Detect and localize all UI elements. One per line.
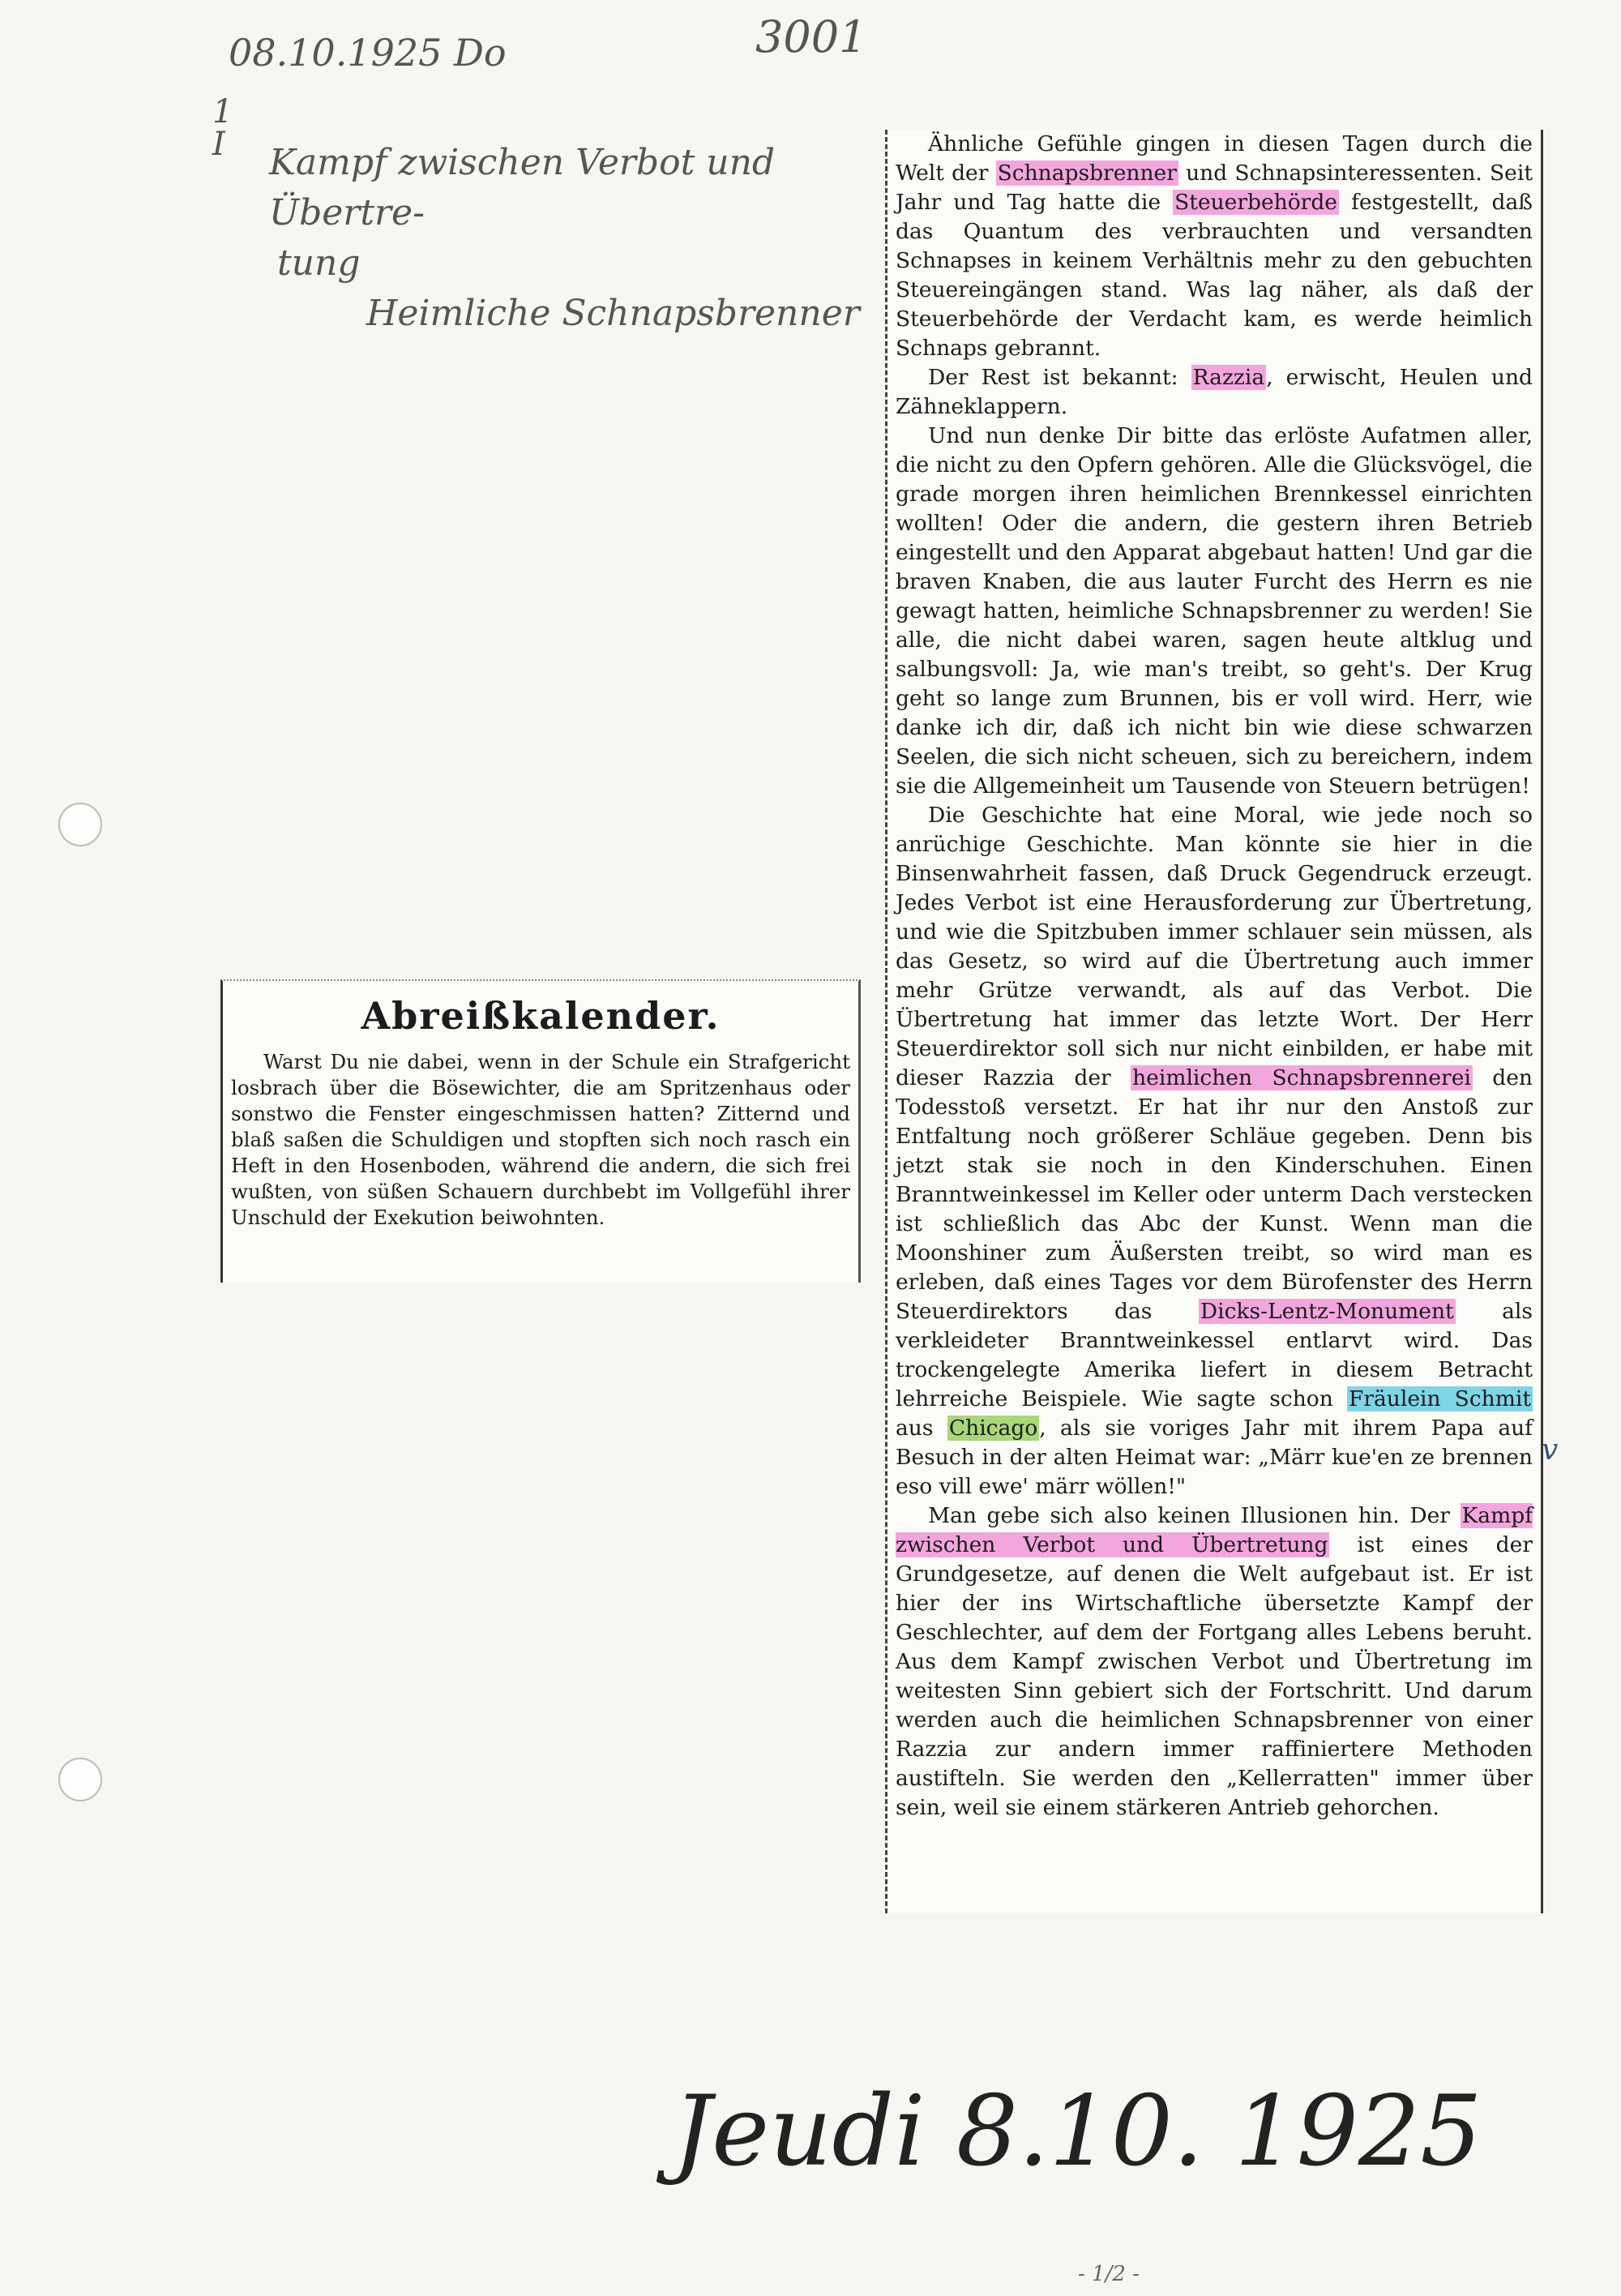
highlight-steuerbehoerde: Steuerbehörde <box>1174 190 1337 215</box>
punch-hole <box>58 803 102 846</box>
highlight-dicks-lentz-monument: Dicks-Lentz-Monument <box>1200 1299 1454 1324</box>
margin-note-line-1: Kampf zwischen Verbot und Übertre- <box>269 142 776 233</box>
punch-hole <box>58 1758 102 1801</box>
handwritten-reference-number: 3001 <box>755 11 867 62</box>
highlight-kampf-verbot-uebertretung: Kampf zwischen Verbot und Übertretung <box>896 1503 1533 1557</box>
highlight-heimliche-schnapsbrennerei: heimlichen Schnapsbrennerei <box>1132 1065 1471 1090</box>
margin-note-line-3: Heimliche Schnapsbrenner <box>366 293 860 334</box>
newspaper-clipping-article <box>885 130 1543 1913</box>
page-footer: - 1/2 - <box>1078 2262 1140 2286</box>
highlight-fraeulein-schmit: Fräulein Schmit <box>1348 1386 1531 1411</box>
article-paragraph-4: Die Geschichte hat eine Moral, wie jede noch so anrüchige Geschichte. Man könnte sie hier in die Binsenwahrheit fassen, daß Druck Gegendruck erzeugt. Jedes Verbot ist eine Herausforderung zur Übertretung, und wie die Spitzbuben immer schlauer sein müssen, als das Gesetz, so wird auf die Übertretung auch immer mehr Grütze verwandt, als auf das Verbot. Die Übertretung hat immer das letzte Wort. Der Herr Steuerdirektor soll sich nur nicht einbilden, er habe mit dieser Razzia der heimlichen Schnapsbrennerei den Todesstoß versetzt. Er hat ihr nur den Anstoß zur Entfaltung noch größerer Schläue gegeben. Denn bis jetzt stak sie noch in den Kinderschuhen. Einen Branntweinkessel im Keller oder unterm Dach verstecken ist schließlich das Abc der Kunst. Wenn man die Moonshiner zum Äußersten treibt, so wird man es erleben, daß eines Tages vor dem Bürofenster des Herrn Steuerdirektors das Dicks-Lentz-Monument als verkleideter Branntweinkessel entlarvt wird. Das trockengelegte Amerika liefert in diesem Betracht lehrreiche Beispiele. Wie sagte schon Fräulein Schmit aus Chicago, als sie voriges Jahr mit ihrem Papa auf Besuch in der alten Heimat war: „Märr kue'en ze brennen eso vill ewe' märr wöllen!" <box>896 803 1533 1499</box>
article-paragraph-1: Ähnliche Gefühle gingen in diesen Tagen durch die Welt der Schnapsbrenner und Schnapsinteressenten. Seit Jahr und Tag hatte die Steuerbehörde festgestellt, daß das Quantum des verbrauchten und versandten Schnapses in keinem Verhältnis mehr zu den gebuchten Steuereingängen stand. Was lag näher, als daß der Steuerbehörde der Verdacht kam, es werde heimlich Schnaps gebrannt. <box>896 131 1533 361</box>
highlight-schnapsbrenner: Schnapsbrenner <box>997 161 1177 186</box>
check-mark-icon: v <box>1542 1433 1559 1467</box>
handwritten-date-bottom: Jeudi 8.10. 1925 <box>673 2075 1482 2188</box>
article-paragraph-5: Man gebe sich also keinen Illusionen hin. Der Kampf zwischen Verbot und Übertretung ist eines der Grundgesetze, auf denen die Welt aufgebaut ist. Er ist hier der ins Wirtschaftliche übersetzte Kampf der Geschlechter, auf dem der Fortgang alles Lebens beruht. Aus dem Kampf zwischen Verbot und Übertretung im weitesten Sinn gebiert sich der Fortschritt. Und darum werden auch die heimlichen Schnapsbrenner von einer Razzia zur andern immer raffiniertere Methoden austifteln. Sie werden den „Kellerratten" immer über sein, weil sie einem stärkeren Antrieb gehorchen. <box>896 1503 1533 1820</box>
clipping-paragraph: Warst Du nie dabei, wenn in der Schule ein Strafgericht losbrach über die Bösewichter, die am Spritzenhaus oder sonstwo die Fenster eingeschmissen hatten? Zitternd und blaß saßen die Schuldigen und stopften sich noch rasch ein Heft in den Hosenboden, während die andern, die sich frei wußten, von süßen Schauern durchbebt im Vollgefühl ihrer Unschuld der Exekution beiwohnten. <box>231 1050 850 1229</box>
handwritten-margin-mark: 1 I <box>212 93 233 163</box>
article-paragraph-2: Der Rest ist bekannt: Razzia, erwischt, Heulen und Zähneklappern. <box>896 365 1533 419</box>
handwritten-date-top: 08.10.1925 Do <box>229 31 507 75</box>
clipping-title: Abreißkalender. <box>361 994 721 1038</box>
highlight-razzia: Razzia <box>1192 365 1265 390</box>
newspaper-clipping-abreisskalender <box>220 979 861 1283</box>
handwritten-margin-note <box>269 138 885 339</box>
highlight-chicago: Chicago <box>948 1416 1038 1441</box>
article-paragraph-3: Und nun denke Dir bitte das erlöste Aufatmen aller, die nicht zu den Opfern gehören. Alle die Glücksvögel, die grade morgen ihren heimlichen Brennkessel einrichten wollten! Oder die andern, die gestern ihren Betrieb eingestellt und den Apparat abgebaut hatten! Und gar die braven Knaben, die aus lauter Furcht des Herrn es nie gewagt hatten, heimliche Schnapsbrenner zu werden! Sie alle, die nicht dabei waren, sagen heute altklug und salbungsvoll: Ja, wie man's treibt, so geht's. Der Krug geht so lange zum Brunnen, bis er voll wird. Herr, wie danke ich dir, daß ich nicht bin wie diese schwarzen Seelen, die sich nicht scheuen, sich zu bereichern, indem sie die Allgemeinheit um Tausende von Steuern betrügen! <box>896 423 1533 799</box>
margin-note-line-2: tung <box>277 242 361 284</box>
